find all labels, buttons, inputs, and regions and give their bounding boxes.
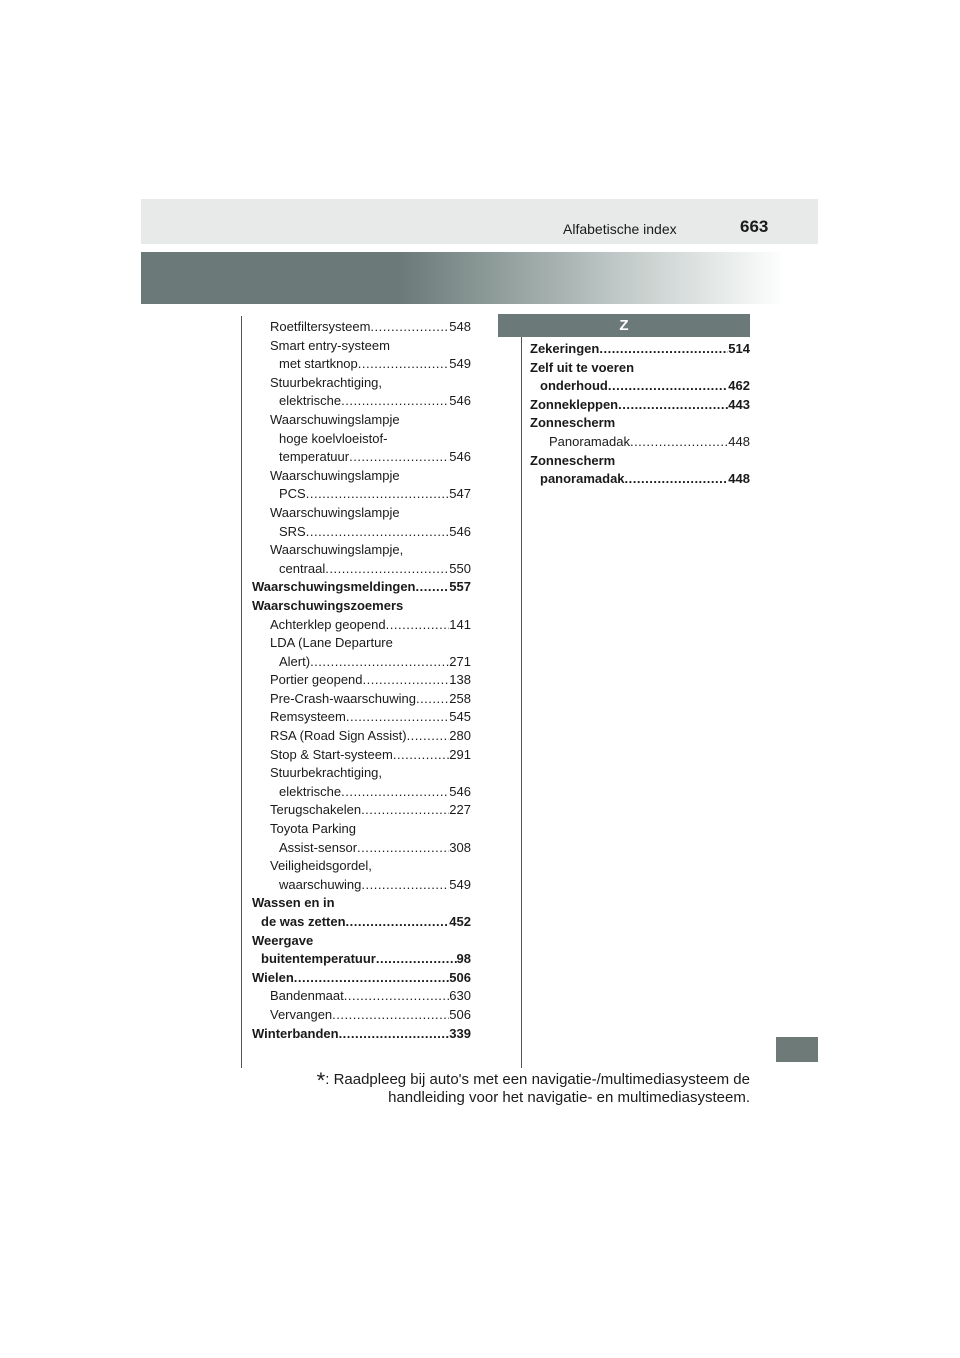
entry-text: Waarschuwingslampje [270,411,400,427]
index-entry [252,801,471,820]
entry-page[interactable]: 271 [449,653,471,669]
index-entry [252,634,471,653]
entry-text: Vervangen [270,1006,333,1022]
entry-page[interactable]: 443 [728,396,750,412]
entry-page[interactable]: 557 [449,579,471,595]
dot-leader [599,340,728,359]
entry-text: Terugschakelen [270,802,362,818]
index-entry [530,414,750,433]
entry-text: RSA (Road Sign Assist) [270,728,407,744]
index-column-left [252,318,471,1043]
entry-page[interactable]: 546 [449,449,471,465]
entry-text: Stuurbekrachtiging, [270,765,383,781]
entry-page[interactable]: 506 [449,969,471,985]
entry-page[interactable]: 138 [449,672,471,688]
entry-text: Wassen en in [252,895,335,911]
entry-text: PCS [279,486,306,502]
entry-text: Bandenmaat [270,988,344,1004]
index-entry [252,560,471,579]
entry-text: Waarschuwingslampje [270,504,400,520]
entry-text: temperatuur [279,449,350,465]
index-entry [252,746,471,765]
dot-leader [393,746,449,765]
entry-text: Zonnekleppen [530,396,619,412]
entry-page[interactable]: 550 [449,560,471,576]
entry-text: Wielen [252,969,294,985]
entry-text: hoge koelvloeistof- [279,430,388,446]
dot-leader [294,969,450,988]
entry-page[interactable]: 548 [449,319,471,334]
entry-text: Remsysteem [270,709,346,725]
entry-page[interactable]: 514 [728,341,750,356]
entry-text: Portier geopend [270,672,363,688]
entry-text: Waarschuwingslampje [270,467,400,483]
entry-text: Zonnescherm [530,452,616,468]
index-entry [252,485,471,504]
index-entry [252,876,471,895]
entry-page[interactable]: 227 [449,802,471,818]
footnote-line-2: handleiding voor het navigatie- en multimediasysteem. [388,1089,750,1106]
dot-leader [625,470,729,489]
dot-leader [346,913,450,932]
entry-text: Alert) [279,653,311,669]
index-entry [252,969,471,988]
entry-text: elektrische [279,783,342,799]
dot-leader [416,578,450,597]
entry-text: Roetfiltersysteem [270,319,371,334]
dot-leader [370,318,449,337]
index-entry [252,430,471,449]
index-entry [530,433,750,452]
dot-leader [416,690,449,709]
index-entry [252,727,471,746]
entry-text: Waarschuwingsmeldingen [252,579,416,595]
dot-leader [376,950,457,969]
dot-leader [306,485,450,504]
dot-leader [358,355,450,374]
index-entry [252,318,471,337]
entry-page[interactable]: 452 [449,914,471,929]
entry-page[interactable]: 462 [728,378,750,394]
index-entry [252,467,471,486]
entry-page[interactable]: 546 [449,783,471,799]
entry-page[interactable]: 630 [449,988,471,1004]
dot-leader [357,839,449,858]
entry-text: met startknop [279,356,358,372]
index-entry [252,690,471,709]
index-column-right [530,340,750,489]
index-entry [252,337,471,356]
entry-text: Smart entry-systeem [270,337,390,353]
entry-text: elektrische [279,393,342,409]
dot-leader [332,1006,449,1025]
entry-text: de was zetten [261,914,346,929]
index-entry [530,452,750,471]
entry-text: Zelf uit te voeren [530,359,635,375]
entry-text: SRS [279,523,306,539]
dot-leader [363,671,450,690]
dot-leader [630,433,728,452]
entry-text: Achterklep geopend [270,616,386,632]
entry-text: Assist-sensor [279,839,358,855]
entry-page[interactable]: 549 [449,876,471,892]
dot-leader [339,1025,450,1044]
footnote-text-1: : Raadpleeg bij auto's met een navigatie-/multimediasysteem de [325,1071,750,1088]
entry-text: LDA (Lane Departure [270,635,393,651]
index-entry [252,411,471,430]
index-entry [252,987,471,1006]
entry-page[interactable]: 339 [449,1025,471,1041]
entry-page[interactable]: 141 [449,616,471,632]
index-entry [252,950,471,969]
entry-text: Zonnescherm [530,415,616,431]
dot-leader [361,801,449,820]
entry-text: Zekeringen [530,341,600,356]
dot-leader [361,876,449,895]
index-entry [252,1025,471,1044]
index-entry [252,913,471,932]
dot-leader [407,727,450,746]
index-entry [252,392,471,411]
index-entry [252,708,471,727]
index-entry [530,396,750,415]
dot-leader [325,560,449,579]
entry-text: Waarschuwingszoemers [252,597,404,613]
index-entry [530,377,750,396]
dot-leader [341,783,449,802]
index-entry [252,578,471,597]
entry-text: Stuurbekrachtiging, [270,374,383,390]
header-title: Alfabetische index [563,221,677,237]
entry-text: Toyota Parking [270,821,356,837]
index-entry [252,653,471,672]
entry-page[interactable]: 547 [449,486,471,502]
entry-page[interactable]: 506 [449,1006,471,1022]
index-entry [252,820,471,839]
entry-text: waarschuwing [279,876,362,892]
index-entry [530,359,750,378]
index-entry [252,894,471,913]
column-rule-middle [521,316,522,1068]
dot-leader [608,377,728,396]
entry-text: Waarschuwingslampje, [270,542,404,558]
index-entry [252,541,471,560]
entry-page[interactable]: 280 [449,728,471,744]
entry-page[interactable]: 549 [449,356,471,372]
entry-text: Pre-Crash-waarschuwing [270,690,416,706]
index-entry [252,504,471,523]
index-entry [530,340,750,359]
index-entry [252,523,471,542]
index-entry [252,448,471,467]
index-entry [252,671,471,690]
entry-page[interactable]: 546 [449,523,471,539]
footnote-marker: * [316,1068,326,1093]
dot-leader [349,448,449,467]
entry-text: Panoramadak [549,433,630,449]
index-entry [252,857,471,876]
section-letter-heading: Z [498,314,750,337]
index-entry [252,764,471,783]
entry-text: Veiligheidsgordel, [270,858,372,874]
entry-text: panoramadak [540,471,625,487]
entry-page[interactable]: 545 [449,709,471,725]
entry-text: Stop & Start-systeem [270,746,393,762]
dot-leader [618,396,728,415]
chapter-tab [776,1037,818,1062]
page-header [141,199,818,244]
index-entry [252,1006,471,1025]
entry-page[interactable]: 546 [449,393,471,409]
index-entry [252,355,471,374]
entry-text: Weergave [252,932,314,948]
page-number: 663 [740,217,769,236]
dot-leader [310,653,449,672]
index-entry [252,932,471,951]
dot-leader [341,392,449,411]
index-entry [530,470,750,489]
entry-text: Winterbanden [252,1025,339,1041]
entry-page[interactable]: 448 [728,433,750,449]
index-entry [252,597,471,616]
dot-leader [346,708,449,727]
column-rule-left [241,316,242,1068]
entry-text: centraal [279,560,326,576]
entry-page[interactable]: 258 [449,690,471,706]
dot-leader [306,523,450,542]
entry-text: buitentemperatuur [261,951,376,967]
dot-leader [386,616,450,635]
entry-page[interactable]: 308 [449,839,471,855]
entry-page[interactable]: 448 [728,471,750,487]
entry-text: onderhoud [540,378,608,394]
decorative-band [141,252,786,304]
index-entry [252,616,471,635]
index-entry [252,839,471,858]
index-entry [252,783,471,802]
entry-page[interactable]: 291 [449,746,471,762]
index-entry [252,374,471,393]
entry-page[interactable]: 98 [456,951,471,967]
dot-leader [344,987,450,1006]
